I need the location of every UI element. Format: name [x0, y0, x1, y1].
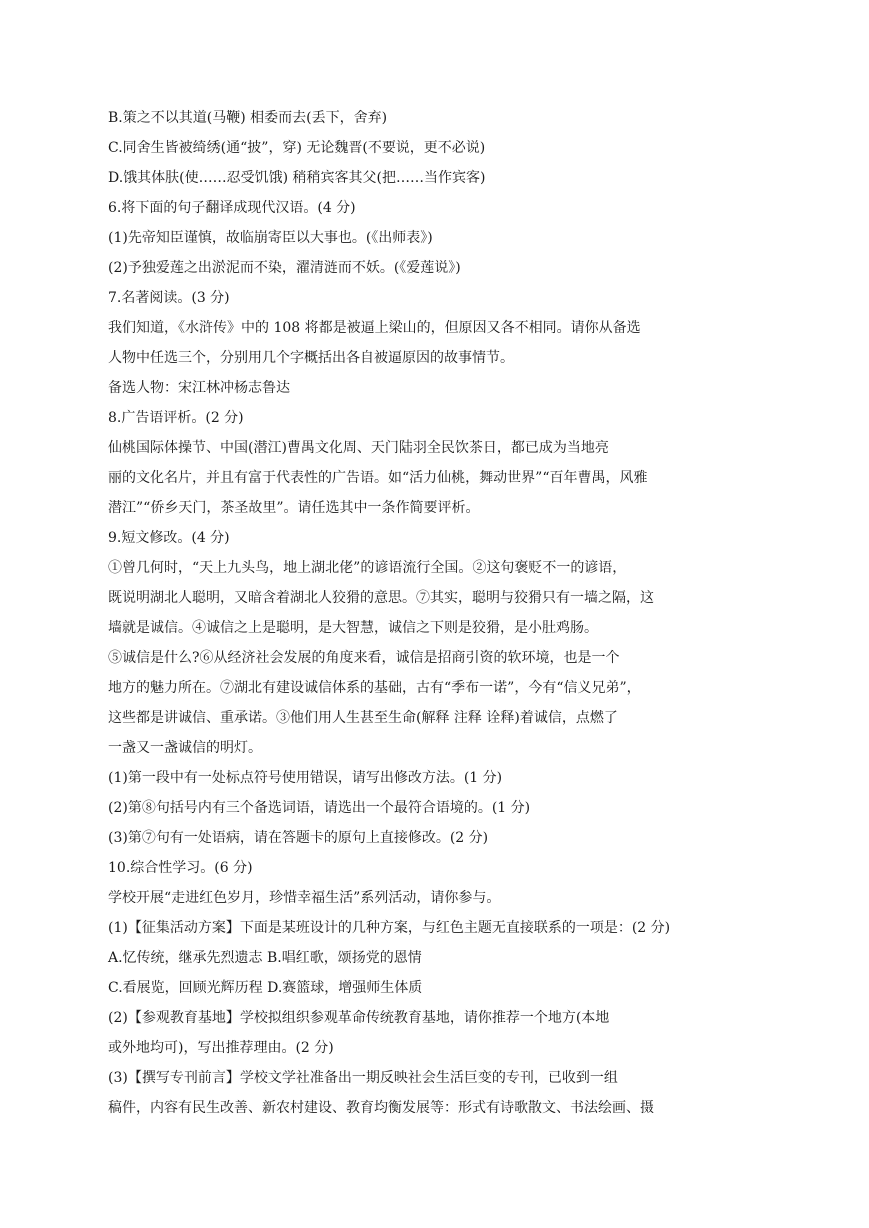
question-10-heading: 10.综合性学习。(6 分)	[108, 860, 253, 876]
question-9-passage-line-6: 这些都是讲诚信、重承诺。③他们用人生甚至生命(解释 注释 诠释)着诚信，点燃了	[108, 710, 618, 726]
question-8-text-line-3: 潜江”“侨乡天门，茶圣故里”。请任选其中一条作简要评析。	[108, 500, 480, 516]
question-9-passage-line-2: 既说明湖北人聪明，又暗含着湖北人狡猾的意思。⑦其实，聪明与狡猾只有一墙之隔，这	[108, 590, 654, 606]
option-b-line: B.策之不以其道(马鞭) 相委而去(丢下，舍弃)	[108, 110, 388, 126]
question-10-sub-3-line-2: 稿件，内容有民生改善、新农村建设、教育均衡发展等：形式有诗歌散文、书法绘画、摄	[108, 1100, 654, 1116]
question-9-sub-3: (3)第⑦句有一处语病，请在答题卡的原句上直接修改。(2 分)	[108, 830, 489, 846]
question-6-item-2: (2)予独爱莲之出淤泥而不染，濯清涟而不妖。(《爱莲说》)	[108, 260, 461, 276]
question-9-passage-line-4: ⑤诚信是什么?⑥从经济社会发展的角度来看，诚信是招商引资的软环境，也是一个	[108, 650, 620, 666]
question-9-passage-line-3: 墙就是诚信。④诚信之上是聪明，是大智慧，诚信之下则是狡猾，是小肚鸡肠。	[108, 620, 598, 636]
question-8-heading: 8.广告语评析。(2 分)	[108, 410, 244, 426]
question-10-options-ab: A.忆传统，继承先烈遗志 B.唱红歌，颂扬党的恩情	[108, 950, 422, 966]
question-7-text-line-2: 人物中任选三个，分别用几个字概括出各自被逼原因的故事情节。	[108, 350, 514, 366]
question-9-sub-2: (2)第⑧句括号内有三个备选词语，请选出一个最符合语境的。(1 分)	[108, 800, 531, 816]
question-10-sub-1: (1)【征集活动方案】下面是某班设计的几种方案，与红色主题无直接联系的一项是：(2 分)	[108, 920, 671, 936]
question-7-text-line-1: 我们知道，《水浒传》中的 108 将都是被逼上梁山的，但原因又各不相同。请你从备选	[108, 320, 641, 336]
question-8-text-line-1: 仙桃国际体操节、中国(潜江)曹禺文化周、天门陆羽全民饮茶日，都已成为当地亮	[108, 440, 609, 456]
question-7-heading: 7.名著阅读。(3 分)	[108, 290, 230, 306]
question-9-sub-1: (1)第一段中有一处标点符号使用错误，请写出修改方法。(1 分)	[108, 770, 503, 786]
question-10-sub-2-line-1: (2)【参观教育基地】学校拟组织参观革命传统教育基地，请你推荐一个地方(本地	[108, 1010, 610, 1026]
question-9-passage-line-5: 地方的魅力所在。⑦湖北有建设诚信体系的基础，古有“季布一诺”，今有“信义兄弟”，	[108, 680, 641, 696]
option-d-line: D.饿其体肤(使……忍受饥饿) 稍稍宾客其父(把……当作宾客)	[108, 170, 486, 186]
question-10-intro: 学校开展“走进红色岁月，珍惜幸福生活”系列活动，请你参与。	[108, 890, 501, 906]
question-6-heading: 6.将下面的句子翻译成现代汉语。(4 分)	[108, 200, 356, 216]
question-9-passage-line-1: ①曾几何时，“天上九头鸟，地上湖北佬”的谚语流行全国。②这句褒贬不一的谚语，	[108, 560, 627, 576]
question-7-candidates: 备选人物：宋江林冲杨志鲁达	[108, 380, 290, 396]
document-body	[108, 103, 748, 1123]
question-10-options-cd: C.看展览，回顾光辉历程 D.赛篮球，增强师生体质	[108, 980, 423, 996]
question-6-item-1: (1)先帝知臣谨慎，故临崩寄臣以大事也。(《出师表》)	[108, 230, 433, 246]
question-9-passage-line-7: 一盏又一盏诚信的明灯。	[108, 740, 262, 756]
question-8-text-line-2: 丽的文化名片，并且有富于代表性的广告语。如“活力仙桃，舞动世界”“百年曹禺，风雅	[108, 470, 648, 486]
question-10-sub-3-line-1: (3)【撰写专刊前言】学校文学社准备出一期反映社会生活巨变的专刊，已收到一组	[108, 1070, 618, 1086]
question-10-sub-2-line-2: 或外地均可)，写出推荐理由。(2 分)	[108, 1040, 334, 1056]
question-9-heading: 9.短文修改。(4 分)	[108, 530, 230, 546]
option-c-line: C.同舍生皆被绮绣(通“披”，穿) 无论魏晋(不要说，更不必说)	[108, 140, 486, 156]
